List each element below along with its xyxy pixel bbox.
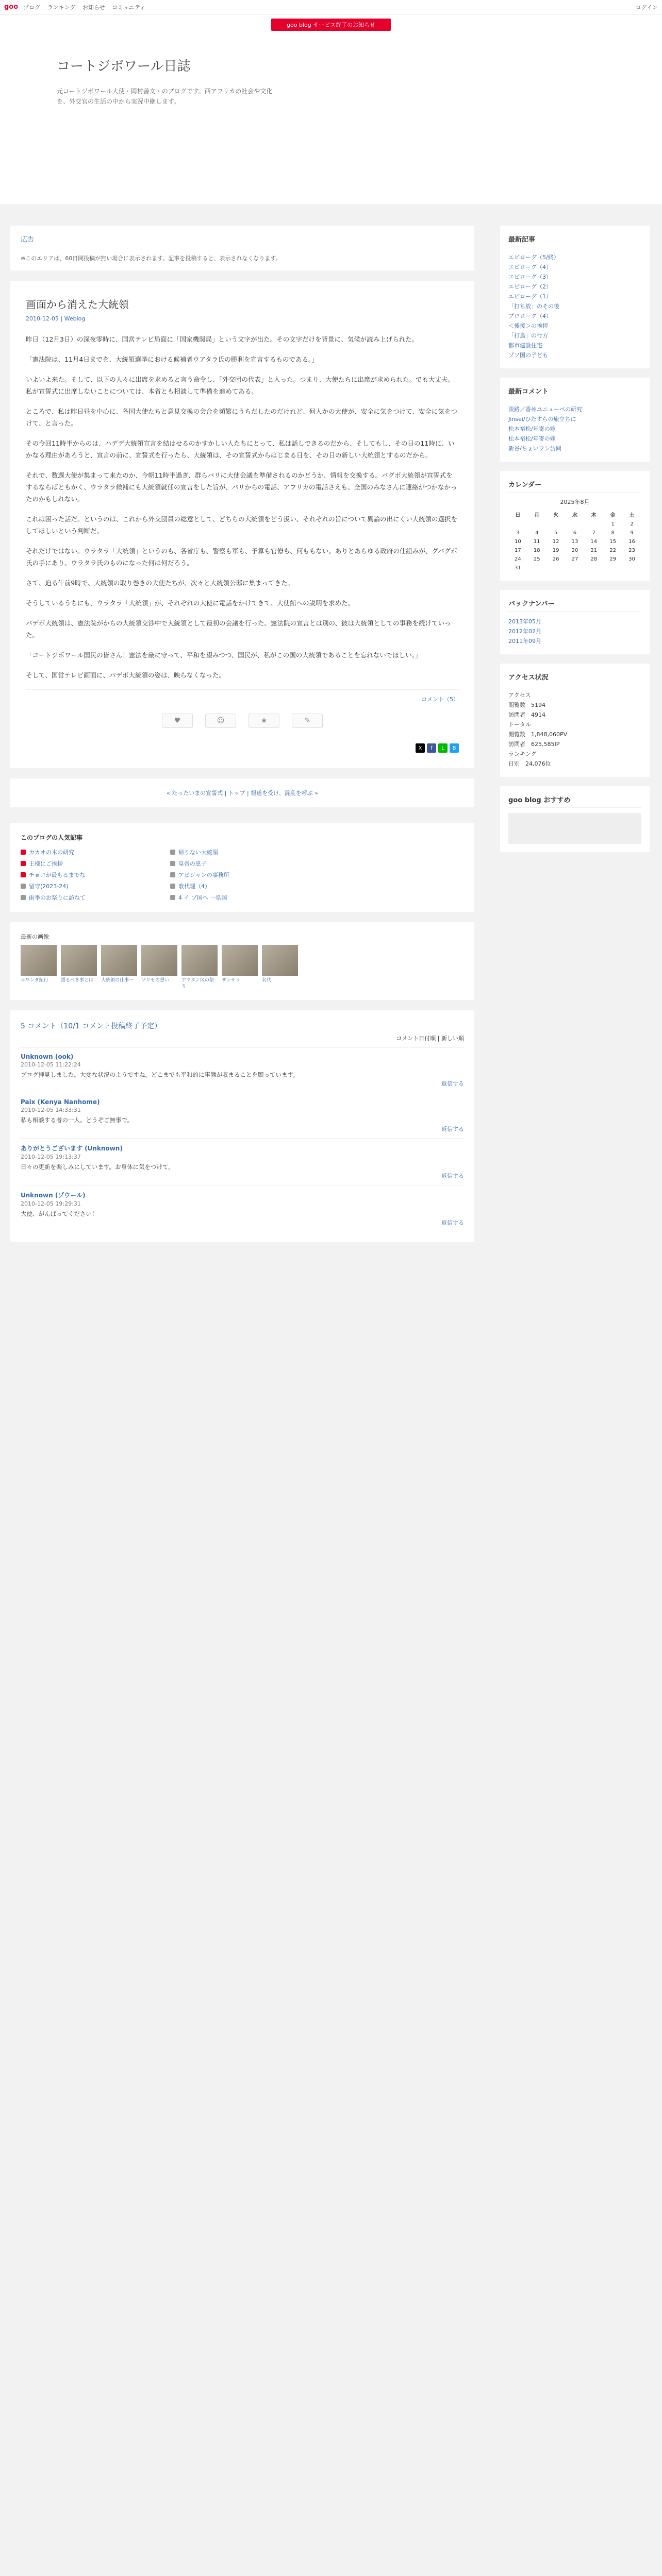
entry-paragraph: それで、数週大使が集まって来たのか、今朝11時半過ぎ、群らパリに大使会議を準備されるのかどうか、情報を交換する。バグボ大統領が宣誓式をするならばともかく、ウラタラ候補にも大統領就任の宣言をした旨が、パリからの電話、アフリカの電話さえも、全国のみなさんに連絡がつかなかったのかもしれない。 [26,471,457,503]
comment-author[interactable]: Unknown (ゾウール) [21,1192,86,1199]
access-line: アクセス [508,692,531,699]
blog-title[interactable]: コートジボワール日誌 [57,59,191,74]
recent-images-title: 最新の画像 [21,934,49,940]
recent-images [10,922,474,1000]
access-line: ランキング [508,751,537,757]
recent-comment-link[interactable]: 淡路／香州ユニューベの研究 [508,406,582,413]
sidebar [495,226,650,1242]
back-numbers [500,590,650,654]
access-line: 訪問者 4914 [508,711,545,718]
rank-icon [21,884,26,889]
entry-paragraph: バデボ大統領は、憲法院がからの大統領交渉中で大統領として最初の会議を行った。憲法院の宣言とは別の、彼は大統領としての事務を続けていった。 [26,619,451,639]
reaction-button[interactable]: ★ [249,714,279,728]
reply-link[interactable]: 返信する [441,1219,464,1226]
reaction-buttons [26,703,459,738]
calendar-grid: 日 月 火 水 木 金 土 1 2 3 4 5 6 7 8 9 10 11 12 13 14 15 16 17 18 19 20 21 22 23 24 25 26 27 28 29 30 31 [515,513,635,571]
popular-item[interactable]: 4 イ ゾ国へ 一県国 [170,893,309,902]
thumbnail-image [222,945,258,976]
popular-item[interactable]: 帰りない大統領 [170,848,309,856]
comments-section [10,1010,474,1242]
comment [21,1093,464,1138]
thumbnail-image [181,945,218,976]
recent-comments-title: 最新コメント [508,386,641,399]
comment-author[interactable]: Unknown (ook) [21,1053,74,1060]
popular-item[interactable]: 雨季のお祭りに訪ねて [21,893,160,902]
comment-sort[interactable]: コメント日付順 | 新しい順 [396,1035,464,1042]
nav-item[interactable]: ブログ [23,4,41,11]
comment-date: 2010-12-05 11:22:24 [21,1061,81,1068]
entry-paragraph: そうしているうちにも、ウラタラ「大統領」が、それぞれの大使に電話をかけてきて、大使館への説明を求めた。 [26,599,355,607]
comment-author[interactable]: ありがとうございます (Unknown) [21,1145,123,1152]
recent-post-link[interactable]: エピローグ（3） [508,274,552,280]
top-nav [23,3,151,11]
recent-posts-title: 最新記事 [508,234,641,247]
entry-paragraph: そして、国営テレビ画面に、パデボ大統領の姿は、映らなくなった。 [26,671,226,679]
access-status [500,664,650,777]
ad-label: 広告 [21,236,35,244]
comments-title: 5 コメント（10/1 コメント投稿終了予定） [21,1022,162,1030]
popular-item[interactable]: 王様にご挨拶 [21,859,160,868]
rank-icon [21,861,26,866]
recent-post-link[interactable]: 都市建設住宅 [508,342,542,349]
archive-link[interactable]: 2013年05月 [508,618,541,625]
blog-entry [10,281,474,768]
comment-text: 日々の更新を楽しみにしています。お身体に気をつけて。 [21,1163,174,1171]
recent-post-link[interactable]: エピローグ（2） [508,283,552,290]
thumbnail-image [141,945,177,976]
goo-recommend-title: goo blog おすすめ [508,794,641,808]
entry-paragraph: さて、迫る午前9時で、大統領の取り巻きの大使たちが、次々と大統領公邸に集まってきた。 [26,579,294,587]
rank-icon [170,850,175,855]
photo-thumb[interactable]: アマタン区の祭り [181,945,218,990]
entry-title[interactable]: 画面から消えた大統領 [26,298,129,311]
calendar-month: 2025年8月 [560,499,590,505]
thumbnail-image [21,945,57,976]
page-navigation[interactable]: « たったいまの宣誓式 | トップ | 報道を受け、混乱を呼ぶ » [10,778,474,807]
comment [21,1138,464,1185]
rank-icon [170,884,175,889]
service-notice [0,14,662,35]
notice-banner[interactable]: goo blog サービス終了のお知らせ [271,19,391,31]
thumbnail-image [101,945,137,976]
popular-item[interactable]: 留守(2023-24) [21,882,160,890]
hatena-share-icon[interactable]: B [450,743,459,753]
main-column [0,226,495,1242]
recent-post-link[interactable]: 「打鳥」の行方 [508,332,548,339]
ad-text: ※このエリアは、60日間投稿が無い場合に表示されます。記事を投稿すると、表示されなくなります。 [21,255,282,262]
recent-post-link[interactable]: エピローグ（5/終） [508,254,559,261]
recent-post-link[interactable]: ＜後援＞の挨拶 [508,323,548,329]
recent-comments [500,378,650,462]
rank-icon [170,895,175,900]
rank-icon [170,861,175,866]
photo-thumb[interactable]: ルワンダ紀行 [21,945,57,990]
goo-logo[interactable]: goo [4,3,19,11]
rank-icon [21,895,26,900]
entry-footer [26,689,459,703]
ad-box [10,226,474,270]
entry-paragraph: その今回11時半からのは、ハデデ大統領宣言を結はせるのかすかしい人たちにとって、私は話しできるのだから、そしてもし、その日の11時に、いかなる理由があろうと、宣言の前に、宣誓式を行ったら、大統領は、その宣誓式からはじまる日を、その日の新しい大統領とするのだから。 [26,439,455,459]
top-bar [0,0,662,14]
recommend-banner[interactable] [508,813,641,844]
comment-text: ブログ拝見しました。大変な状況のようですね。どこまでも平和的に事態が収まることを願っています。 [21,1071,299,1078]
comment-date: 2010-12-05 19:29:31 [21,1200,81,1207]
line-share-icon[interactable]: L [438,743,448,753]
popular-articles [10,823,474,912]
calendar [500,471,650,581]
comment-author[interactable]: Paix (Kenya Nanhome) [21,1098,100,1106]
reply-link[interactable]: 返信する [441,1080,464,1087]
login-link[interactable]: ログイン [635,4,658,11]
recent-comment-link[interactable]: 松本裕松/年寄の嫁 [508,435,556,442]
rank-icon [21,872,26,877]
reaction-button[interactable]: ☺ [205,714,236,728]
comment [21,1185,464,1232]
rank-icon [170,872,175,877]
entry-paragraph: ところで、私は昨日昼を中心に、各国大使たちと意見交換の会合を頻繁にうちだしたのだけれど、何人かの大使が、安全に気をつけて、安全に気をつけて、と言った。 [26,408,457,427]
x-share-icon[interactable]: X [416,743,425,753]
photo-thumb[interactable]: 語るべき事とは [61,945,97,990]
popular-item[interactable]: カカオの木の研究 [21,848,160,856]
thumbnail-image [61,945,97,976]
recent-post-link[interactable]: 「打ち放」のその後 [508,303,559,310]
entry-paragraph: 「憲法院は、11月4日までを、大統領選挙における候補者ウアタラ氏の勝利を宣言するものである。」 [26,355,318,363]
archive-link[interactable]: 2012年02月 [508,628,541,635]
reply-link[interactable]: 返信する [441,1126,464,1132]
comment-date: 2010-12-05 14:33:31 [21,1107,81,1113]
comment-date: 2010-12-05 19:13:37 [21,1154,81,1160]
nav-item[interactable]: コミュニティ [112,4,145,11]
reply-link[interactable]: 返信する [441,1173,464,1179]
back-numbers-title: バックナンバー [508,598,641,612]
share-bar [26,738,459,758]
entry-paragraph: いよいよ来た。そして、以下の人々に出席を求めると言う命令し、「外交団の代表」と入った。つまり、大使たちに出席が求められた。でも大丈夫。私が宣誓式に出席しないことについては、本省とも相談して準備を進めてある。 [26,376,455,395]
thumbnail-image [262,945,298,976]
recent-post-link[interactable]: エピローグ（4） [508,264,552,270]
popular-item[interactable]: 歌代理（4） [170,882,309,890]
rank-icon [21,850,26,855]
photo-thumb[interactable]: 大統領の仕事ー [101,945,137,990]
entry-meta[interactable]: 2010-12-05 | Weblog [26,315,86,322]
popular-item[interactable]: チョコが最もるまでな [21,871,160,879]
recent-post-link[interactable]: ゾソ国の子ども [508,352,548,359]
photo-thumb[interactable]: ソリセの想い [141,945,177,990]
access-line: 閲覧数 5194 [508,702,545,708]
blog-description: 元コートジボワール大使・岡村善文・のブログです。西アフリカの社会や文化を、外交官の生活の中から実況中継します。 [57,88,273,105]
nav-item[interactable]: ランキング [47,4,76,11]
access-line: トータル [508,721,531,728]
recent-comment-link[interactable]: 松本裕松/年寄の嫁 [508,426,556,432]
recent-posts [500,226,650,368]
entry-paragraph: 「コートジボワール国民の皆さん！憲法を厳に守って、平和を望みつつ、国民が、私がこの国の大統領であることを忘れないでほしい。」 [26,651,422,659]
popular-item[interactable]: 皇帝の息子 [170,859,309,868]
recent-post-link[interactable]: エピローグ（1） [508,293,552,300]
blog-header [0,35,662,205]
comment [21,1047,464,1093]
entry-paragraph: 昨日（12月3日）の深夜零時に、国営テレビ局面に「国家機関局」という文字が出た。その文字だけを背景に、気候が読み上げられた。 [26,335,419,343]
archive-link[interactable]: 2011年09月 [508,638,541,645]
popular-title: このブログの人気記事 [21,834,83,841]
photo-thumb[interactable]: 名代 [262,945,298,990]
entry-paragraph: それだけではない。ウラタラ「大統領」というのも、各省庁も、警察も軍も、予算も官僚も、何ももない。ありとあらゆる政府の仕組みが、グバグボ氏の手にあり、ウラタラ氏のものになった何は何だろう。 [26,547,457,567]
photo-thumb[interactable]: ザンザラ [222,945,258,990]
nav-item[interactable]: お知らせ [82,4,105,11]
access-line: 訪問者 625,585IP [508,741,560,748]
reaction-button[interactable]: ♥ [162,714,193,728]
facebook-share-icon[interactable]: f [427,743,436,753]
recent-comment-link[interactable]: 新谷/ちょいワシ訪問 [508,445,561,452]
access-line: 日別 24,076位 [508,760,551,767]
popular-item[interactable]: アビジャンの事務所 [170,871,309,879]
goo-recommend [500,786,650,852]
comment-text: 私も相談する者の一人。どうぞご無事で。 [21,1116,134,1124]
reaction-button[interactable]: ✎ [292,714,323,728]
recent-post-link[interactable]: プロローグ（4） [508,313,552,319]
calendar-title: カレンダー [508,479,641,493]
comment-count-link[interactable]: コメント（5） [421,696,459,703]
entry-paragraph: これは困った話だ。というのは、これから外交団員の総意として、どちらの大統領をどう扱い、それぞれの旨について異論の出にくい大統領の選択をしてほしいという判断だ。 [26,515,458,535]
comment-text: 大使、がんばってください！ [21,1210,98,1217]
recent-comment-link[interactable]: Jinsei/ひたすらの旅立ちに [508,416,576,422]
access-title: アクセス状況 [508,672,641,685]
access-line: 閲覧数 1,848,060PV [508,731,568,738]
